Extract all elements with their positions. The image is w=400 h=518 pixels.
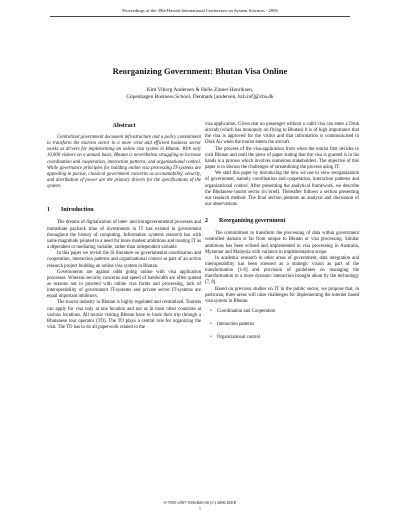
- section-number: 1: [47, 207, 50, 214]
- bullet-icon: •: [210, 309, 212, 315]
- footer-copyright: 0-7695-2507-5/06/$20.00 (C) 2006 IEEE: [163, 500, 237, 505]
- paragraph: The tourist industry in Bhutan is highly regulated and centralized. Tourists can apply for visa only at one location and not as in most other countries at various locations. All tourist visiting Bhutan have to book their trip through a Bhutanese tour operator (TO). The TO plays a central role for organizing the visit. The TO has to do all paperwork related to the: [47, 300, 201, 331]
- list-item-text: Coordination and Cooperation: [217, 309, 276, 315]
- section-title: Reorganizing government: [219, 218, 286, 225]
- section-number: 2: [205, 218, 208, 225]
- paragraph: We start this paper by introducing the lens we use to view reorganization of government, namely coordination and cooperation, interaction patterns and organizational control. After presenting the analytical framework, we describe the Bhutanese tourist sector (in brief). Thereafter follows a section presenting our research method. The final section presents an analysis and discussion of our observations.: [205, 171, 359, 208]
- paragraph: In this paper we revisit the IS literature on governmental coordination and cooperation, interaction patterns and organizational control as part of an action research project building an online visa system in Bhutan.: [47, 251, 201, 269]
- paragraph-continuation: visa application. Given that no passenger without a valid visa can enter a Druk aircraft (which has monopoly on flying to Bhutan) it is of high importance that the visa is approved for the visitor and that information is communicated to Druk Air when the tourist enters the aircraft.: [205, 122, 359, 146]
- section-heading-reorganizing: [205, 217, 359, 225]
- paragraph: In academic research in other areas of government, data integration and interoperability has been stressed as a strategic vision as part of the transformation [1-6] and provision of guidelines on managing the transformation to a more dynamic interaction brought about by the technology [7, 8].: [205, 255, 359, 286]
- abstract-heading: Abstract: [112, 122, 136, 129]
- author-names: Kim Viborg Andersen & Helle Zinner Henriksen,: [146, 87, 254, 93]
- list-item: [205, 335, 359, 341]
- abstract: [47, 122, 201, 190]
- bullet-icon: •: [210, 335, 212, 341]
- paper-title: Reorganizing Government: Bhutan Visa Online: [112, 66, 288, 76]
- list-item-text: Organizational control: [217, 335, 261, 341]
- left-column: [47, 122, 201, 331]
- paragraph: The process of the visa-application from when the tourist first decides to visit Bhutan and until the piece of paper stating that the visa is granted is in his hands is a process which involves numerous stakeholders. The objective of this paper is to discuss the challenges of streamlining the process using IT.: [205, 146, 359, 171]
- paragraph: The commitment to transform the processing of data within government controlled domain is far from unique to Bhutan or visa processing. Similar ambitions has been echoed and implemented in visa processing in Australia, Myanmar and Malaysia with variance in implementation scope.: [205, 231, 359, 255]
- bullet-icon: •: [210, 322, 212, 328]
- section-heading-introduction: [47, 206, 201, 214]
- list-item: [205, 322, 359, 328]
- paragraph: The dreams of digitalization of inter- and intragovernmental processes and immediate payback time of investments in IT has existed in government throughout the history of computing. Information systems research has with same magnitude pointed to a need for more modest ambitions and treating IT as a dependent or mediating variable, rather than independent variable.: [47, 220, 201, 251]
- bullet-list: [205, 309, 359, 342]
- running-header: Proceedings of the 39th Hawaii International Conference on System Sciences - 2006: [50, 8, 350, 17]
- paragraph: Based on previous studies on IT in the public sector, we propose that, in particular, three areas will raise challenges for implementing the internet based visa system in Bhutan:: [205, 286, 359, 304]
- author-block: [40, 87, 360, 101]
- right-column: [205, 122, 359, 349]
- list-item: [205, 309, 359, 315]
- author-affiliation: Copenhagen Business School, Denmark [andersen, hzh.inf]@cbs.dk: [126, 94, 274, 101]
- page-number: 1: [198, 506, 202, 511]
- paragraph: Governments are against odds going online with visa application processes. Whereas security concerns and speed of bandwidth are often quoted as reasons not to proceed with online visa forms and processing, lack of interoperability of government IT-systems and private sector IT-systems are equal important inhibitors.: [47, 269, 201, 300]
- abstract-text: Centralized government document infrastructure and a policy commitment to transform the tourism sector to a more vivid and efficient business sector works as drivers for implementing an online visa system in Bhutan. With only 10,000 visitors on a annual basis, Bhutan is nevertheless struggling to increase coordination and cooperation, interaction patterns, and organizational control. While governance principles for building online visa processing IT-systems are appealing to pursue, classical government concerns as accountability, security, and distribution of power are the primary drivers for the specifications of the system.: [47, 135, 201, 190]
- section-title: Introduction: [61, 207, 94, 214]
- list-item-text: Interaction patterns: [217, 322, 255, 328]
- page-footer: [0, 500, 400, 512]
